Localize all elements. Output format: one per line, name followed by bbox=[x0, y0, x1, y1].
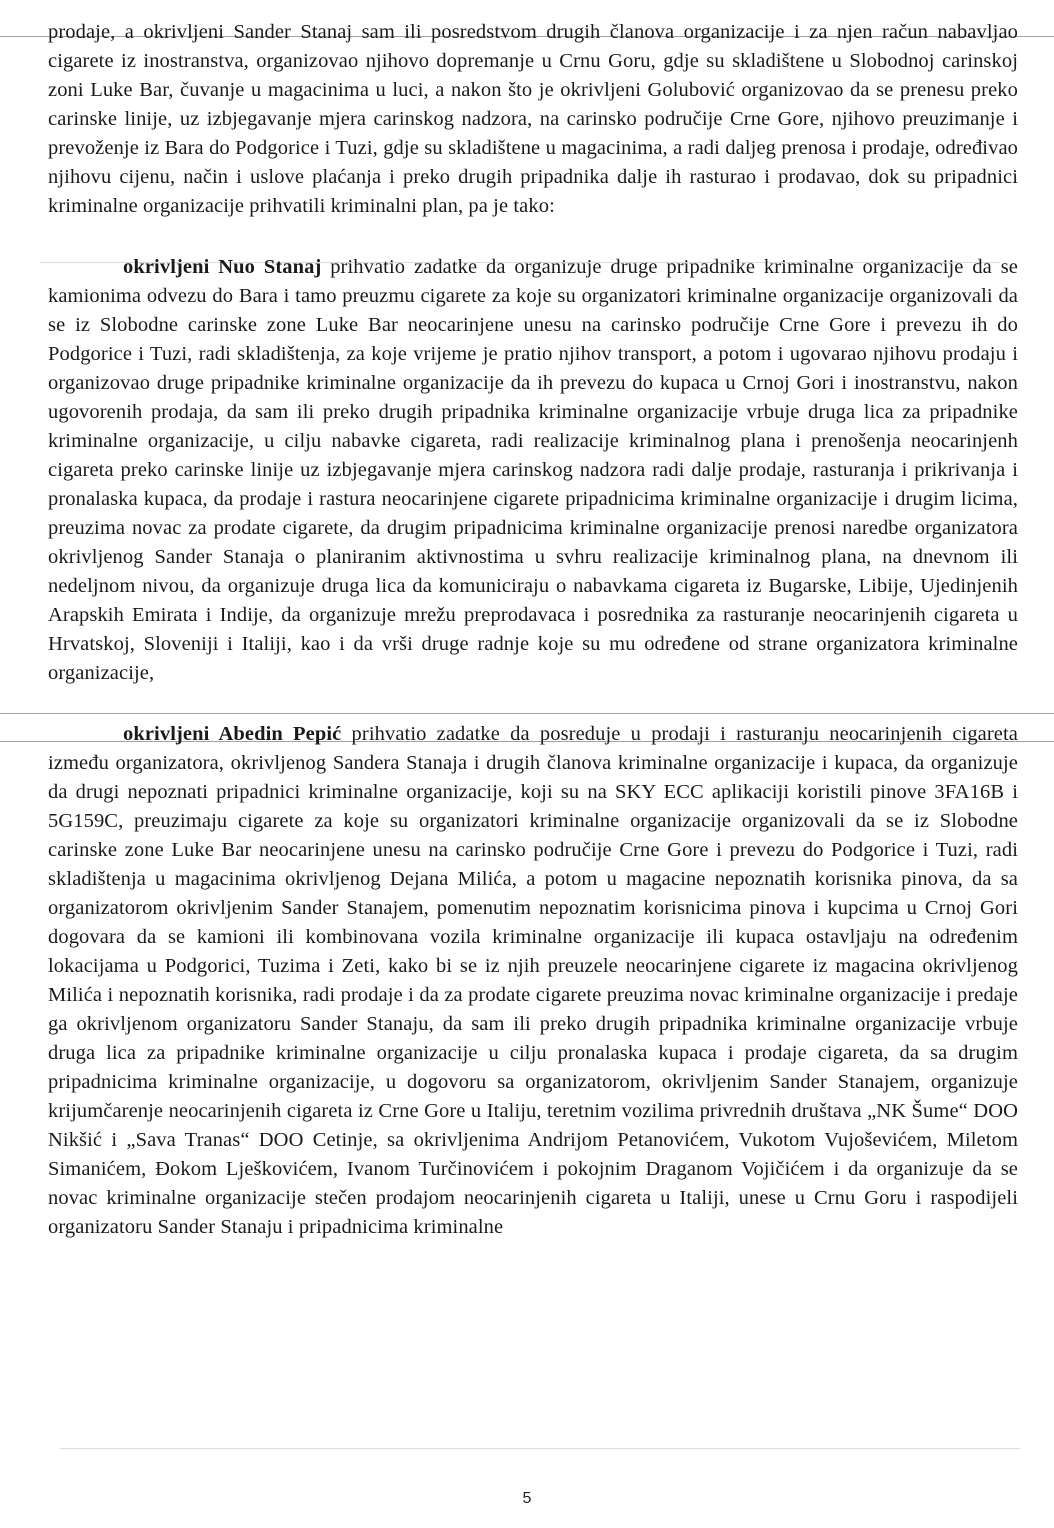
paragraph-nuo-stanaj bbox=[48, 253, 1018, 688]
scan-artifact-line bbox=[60, 1448, 1020, 1449]
page-number: 5 bbox=[522, 1490, 532, 1507]
defendant-name-nuo-stanaj: okrivljeni Nuo Stanaj bbox=[123, 256, 322, 278]
intro-text: prodaje, a okrivljeni Sander Stanaj sam ili posredstvom drugih članova organizacije i za njen račun nabavljao cigarete iz inostranstva, organizovao njihovo dopremanje u Crnu Goru, gdje su skladištene u Slobodnoj carinskoj zoni Luke Bar, čuvanje u magacinima u luci, a nakon što je okrivljeni Golubović organizovao da se prenesu preko carinske linije, uz izbjegavanje mjera carinskog nadzora, na carinsko područije Crne Gore, njihovo preuzimanje i prevoženje iz Bara do Podgorice i Tuzi, gdje su skladištene u magacinima, a radi daljeg prenosa i prodaje, određivao njihovu cijenu, način i uslove plaćanja i preko drugih pripadnika dalje ih rasturao i prodavao, dok su pripadnici kriminalne organizacije prihvatili kriminalni plan, pa je tako: bbox=[48, 21, 1018, 217]
defendant-name-abedin-pepic: okrivljeni Abedin Pepić bbox=[123, 723, 342, 745]
document-body bbox=[48, 18, 1018, 1242]
paragraph-abedin-pepic bbox=[48, 720, 1018, 1242]
paragraph-text-abedin-pepic: prihvatio zadatke da posreduje u prodaji i rasturanju neocarinjenih cigareta između organizatora, okrivljenog Sandera Stanaja i drugih članova kriminalne organizacije i kupaca, da organizuje da drugi nepoznati pripadnici kriminalne organizacije, koji su na SKY ECC aplikaciji koristili pinove 3FA16B i 5G159C, preuzimaju cigarete za koje su organizatori kriminalne organizacije organizovali da se iz Slobodne carinske zone Luke Bar neocarinjene unesu na carinsko područije Crne Gore i prevezu do Podgorice i Tuzi, radi skladištenja u magacinima okrivljenog Dejana Milića, a potom u magacine nepoznatih korisnika pinova, da sa organizatorom okrivljenim Sander Stanajem, pomenutim nepoznatim korisnicima pinova i kupcima u Crnoj Gori dogovara da se kamioni ili kombinovana vozila kriminalne organizacije ili kupaca ostavljaju na određenim lokacijama u Podgorici, Tuzima i Zeti, kako bi se iz njih preuzele neocarinjene cigarete iz magacina okrivljenog Milića i nepoznatih korisnika, radi prodaje i da za prodate cigarete preuzima novac kriminalne organizacije i predaje ga okrivljenom organizatoru Sander Stanaju, da sam ili preko drugih pripadnika kriminalne organizacije vrbuje druga lica za pripadnike kriminalne organizacije u cilju pronalaska kupaca i prodaje cigareta, da sa drugim pripadnicima kriminalne organizacije, u dogovoru sa organizatorom, okrivljenim Sander Stanajem, organizuje krijumčarenje neocarinjenih cigareta iz Crne Gore u Italiju, teretnim vozilima privrednih društava „NK Šume“ DOO Nikšić i „Sava Tranas“ DOO Cetinje, sa okrivljenima Andrijom Petanovićem, Vukotom Vujoševićem, Miletom Simanićem, Đokom Lješkovićem, Ivanom Turčinovićem i pokojnim Draganom Vojičićem i da organizuje da se novac kriminalne organizacije stečen prodajom neocarinjenih cigareta u Italiji, unese u Crnu Goru i raspodijeli organizatoru Sander Stanaju i pripadnicima kriminalne bbox=[48, 723, 1018, 1238]
intro-paragraph bbox=[48, 18, 1018, 221]
paragraph-text-nuo-stanaj: prihvatio zadatke da organizuje druge pripadnike kriminalne organizacije da se kamionima odvezu do Bara i tamo preuzmu cigarete za koje su organizatori kriminalne organizacije organizovali da se iz Slobodne carinske zone Luke Bar neocarinjene unesu na carinsko područije Crne Gore i prevezu ih do Podgorice i Tuzi, radi skladištenja, za koje vrijeme je pratio njihov transport, a potom i ugovarao njihovu prodaju i organizovao druge pripadnike kriminalne organizacije da ih prevezu do kupaca u Crnoj Gori i inostranstvu, nakon ugovorenih prodaja, da sam ili preko drugih pripadnika kriminalne organizacije vrbuje druga lica za pripadnike kriminalne organizacije, u cilju nabavke cigareta, radi realizacije kriminalnog plana i prenošenja neocarinjenh cigareta preko carinske linije uz izbjegavanje mjera carinskog nadzora radi dalje prodaje, rasturanja i prikrivanja i pronalaska kupaca, da prodaje i rastura neocarinjene cigarete pripadnicima kriminalne organizacije i drugim licima, preuzima novac za prodate cigarete, da drugim pripadnicima kriminalne organizacije prenosi naredbe organizatora okrivljenog Sander Stanaja o planiranim aktivnostima u svhru realizacije kriminalnog plana, na dnevnom ili nedeljnom nivou, da organizuje druga lica da komuniciraju o nabavkama cigareta iz Bugarske, Libije, Ujedinjenih Arapskih Emirata i Indije, da organizuje mrežu preprodavaca i posrednika za rasturanje neocarinjenih cigareta u Hrvatskoj, Sloveniji i Italiji, kao i da vrši druge radnje koje su mu određene od strane organizatora kriminalne organizacije, bbox=[48, 256, 1018, 684]
